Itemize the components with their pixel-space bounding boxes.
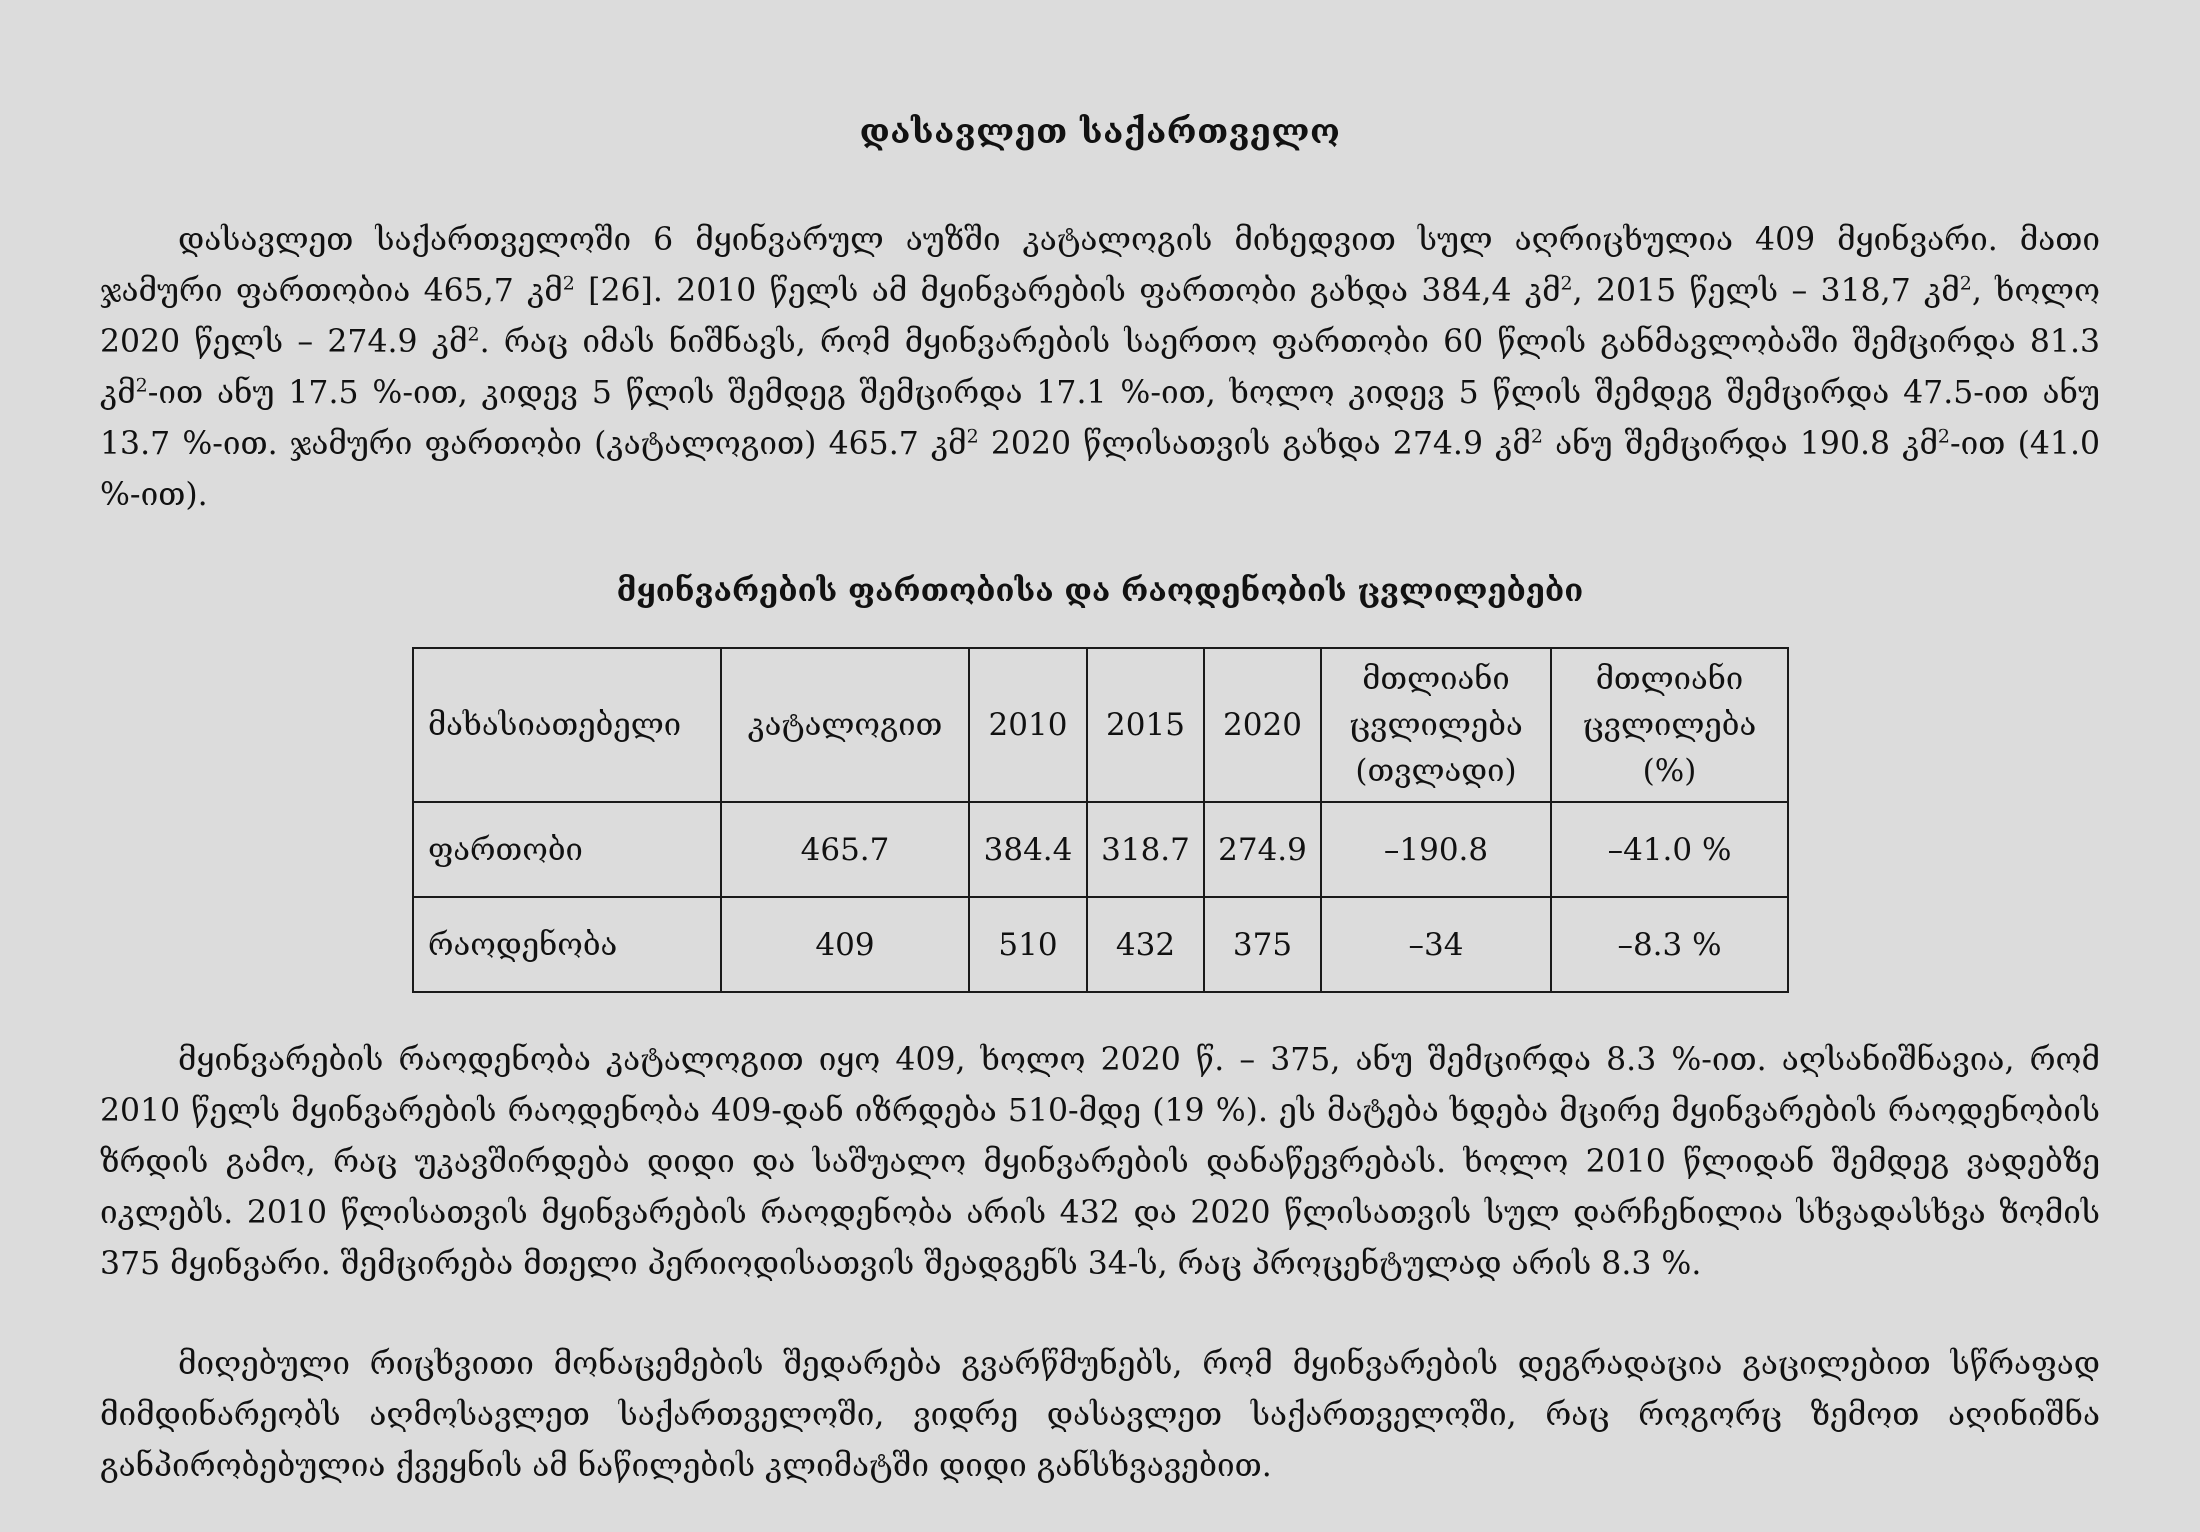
- column-header: 2015: [1087, 648, 1204, 802]
- table-cell: 465.7: [721, 802, 969, 897]
- table-cell: –8.3 %: [1551, 897, 1788, 992]
- column-header: 2020: [1204, 648, 1321, 802]
- text-run: -ით ანუ 17.5 %-ით, კიდევ 5 წლის შემდეგ შემცირდა 17.1 %-ით, ხოლო კიდევ 5 წლის შემდეგ შემცირდა 47.5-ით ანუ 13.7 %-ით. ჯამური ფართობი (კატალოგით) 465.7 კმ: [100, 375, 2100, 462]
- table-cell: 510: [969, 897, 1087, 992]
- text-run: ანუ შემცირდა 190.8 კმ: [1542, 426, 1938, 462]
- row-label: ფართობი: [413, 802, 721, 897]
- superscript: 2: [1560, 272, 1573, 295]
- glacier-stats-table: [412, 647, 1789, 993]
- table-title: მყინვარების ფართობისა და რაოდენობის ცვლილებები: [616, 573, 1584, 609]
- superscript: 2: [1937, 425, 1950, 448]
- superscript: 2: [966, 425, 979, 448]
- table-row: [413, 802, 1788, 897]
- table-cell: 432: [1087, 897, 1204, 992]
- column-header: კატალოგით: [721, 648, 969, 802]
- table-header-row: [413, 648, 1788, 802]
- text-run: -ით (41.0 %-ით).: [100, 426, 2100, 513]
- superscript: 2: [562, 272, 575, 295]
- column-header: მახასიათებელი: [413, 648, 721, 802]
- superscript: 2: [135, 374, 148, 397]
- table-cell: –41.0 %: [1551, 802, 1788, 897]
- column-header: 2010: [969, 648, 1087, 802]
- text-run: , ხოლო 2020 წელს – 274.9 კმ: [100, 273, 2101, 360]
- table-cell: 384.4: [969, 802, 1087, 897]
- superscript: 2: [467, 323, 480, 346]
- table-cell: 409: [721, 897, 969, 992]
- table-cell: 274.9: [1204, 802, 1321, 897]
- superscript: 2: [1530, 425, 1543, 448]
- text-run: [26]. 2010 წელს ამ მყინვარების ფართობი გახდა 384,4 კმ: [574, 273, 1561, 309]
- conclusion-paragraph: მიღებული რიცხვითი მონაცემების შედარება გვარწმუნებს, რომ მყინვარების დეგრადაცია გაცილებით სწრაფად მიმდინარეობს აღმოსავლეთ საქართველოში, ვიდრე დასავლეთ საქართველოში, რაც როგორც ზემოთ აღინიშნა განპირობებულია ქვეყნის ამ ნაწილების კლიმატში დიდი განსხვავებით.: [100, 1346, 2100, 1484]
- table-cell: –190.8: [1321, 802, 1551, 897]
- text-run: . რაც იმას ნიშნავს, რომ მყინვარების საერთო ფართობი 60 წლის განმავლობაში შემცირდა 81.3 კმ: [100, 324, 2100, 411]
- section-heading: დასავლეთ საქართველო: [859, 112, 1341, 152]
- column-header: მთლიანი ცვლილება (%): [1551, 648, 1788, 802]
- superscript: 2: [1959, 272, 1972, 295]
- table-cell: 375: [1204, 897, 1321, 992]
- table-row: [413, 897, 1788, 992]
- table-cell: 318.7: [1087, 802, 1204, 897]
- text-run: დასავლეთ საქართველოში 6 მყინვარულ აუზში კატალოგის მიხედვით სულ აღრიცხულია 409 მყინვარი. მათი ჯამური ფართობია 465,7 კმ: [100, 222, 2100, 309]
- intro-paragraph: [100, 215, 2100, 521]
- text-run: , 2015 წელს – 318,7 კმ: [1572, 273, 1960, 309]
- row-label: რაოდენობა: [413, 897, 721, 992]
- column-header: მთლიანი ცვლილება (თვლადი): [1321, 648, 1551, 802]
- count-paragraph: მყინვარების რაოდენობა კატალოგით იყო 409, ხოლო 2020 წ. – 375, ანუ შემცირდა 8.3 %-ით. აღსანიშნავია, რომ 2010 წელს მყინვარების რაოდენობა 409-დან იზრდება 510-მდე (19 %). ეს მატება ხდება მცირე მყინვარების რაოდენობის ზრდის გამო, რაც უკავშირდება დიდი და საშუალო მყინვარების დანაწევრებას. ხოლო 2010 წლიდან შემდეგ ვადებზე იკლებს. 2010 წლისათვის მყინვარების რაოდენობა არის 432 და 2020 წლისათვის სულ დარჩენილია სხვადასხვა ზომის 375 მყინვარი. შემცირება მთელი პერიოდისათვის შეადგენს 34-ს, რაც პროცენტულად არის 8.3 %.: [100, 1042, 2100, 1282]
- table-cell: –34: [1321, 897, 1551, 992]
- text-run: 2020 წლისათვის გახდა 274.9 კმ: [978, 426, 1531, 462]
